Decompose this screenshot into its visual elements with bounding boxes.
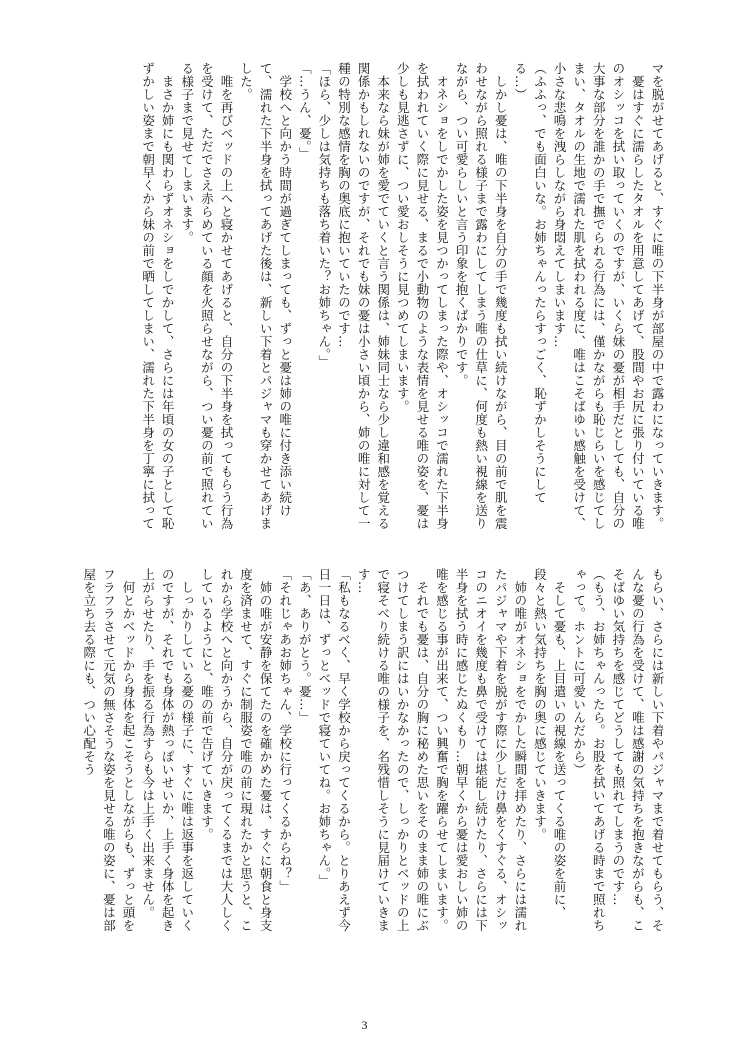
paragraph: そして憂も、上目遣いの視線を送ってくる唯の姿を前に、段々と熱い気持ちを胸の奥に感じていきます。 (532, 568, 568, 919)
paragraph: まさか姉にも関わらずオネショをしでかして、さらには年頃の女の子として恥ずかしい姿まで朝早くから妹の前で晒してしまい、濡れた下半身を丁寧に拭って (140, 62, 176, 530)
paragraph: （もう、お姉ちゃんったら。お股を拭いてあげる時まで照れちゃって。ホントに可愛いんだから） (571, 568, 607, 932)
paragraph: オネショをしでかした姿を見つかってしまった際や、オシッコで濡れた下半身を拭われていく際に見せる、まるで小動物のような表情を見せる唯の姿を、憂は少しも見逃さずに、つい愛おしそうに見つめてしまいます。 (395, 62, 450, 530)
paragraph: それでも憂は、自分の胸に秘めた思いをそのまま姉の唯にぶつけてしまう訳にはいかなかったので、しっかりとベッドの上で寝そべり続ける唯の様子を、名残惜しそうに見届けていきます… (356, 568, 430, 932)
paragraph: 学校へと向かう時間が過ぎてしまっても、ずっと憂は姉の唯に付き添い続けて、濡れた下半身を拭ってあげた後は、新しい下着とパジャマも穿かせてあげました。 (238, 62, 293, 530)
page-number: 3 (361, 1018, 368, 1032)
paragraph: 姉の唯がオネショをでかした瞬間を拝めたり、さらには濡れたパジャマや下着を脱がす際に少しだけ鼻をくすぐる、オシッコのニオイを幾度も鼻で受けては堪能し続けたり、さらには下半身を拭う時に感じたぬくもり…朝早くから憂は愛おしい姉の唯を感じる事が出来て、つい興奮で胸を躍らせてしまいます。 (434, 568, 528, 932)
paragraph: 唯を再びベッドの上へと寝かせてあげると、自分の下半身を拭ってもらう行為を受けて、ただでさえ赤らめている顔を火照らせながら、つい憂の前で照れている様子まで見せてしまいます。 (179, 62, 234, 530)
paragraph: しっかりしている憂の様子に、すぐに唯は返事を返していくのですが、それでも身体が熱っぽいせいか、上手く身体を起き上がらせたり、手を振る行為すらも今は上手く出来ません。 (140, 568, 195, 932)
dialogue-line: 「あ、ありがとう。憂…」 (297, 568, 313, 724)
paragraph: 何とかベッドから身体を起こそうとしながらも、ずっと頭をフラフラさせて元気の無さそうな姿を見せる唯の姿に、憂は部屋を立ち去る際にも、つい心配そう (81, 568, 136, 932)
paragraph: マを脱がせてあげると、すぐに唯の下半身が部屋の中で露わになっていきます。 (650, 62, 665, 530)
upper-text-block (62, 62, 667, 530)
paragraph: 姉の唯が安静を保てたのを確かめた憂は、すぐに朝食と身支度を済ませて、すぐに制服姿で唯の前に現れたかと思うと、これから学校へと向かうから、自分が戻ってくるまでは大人しくしているようにと、唯の前で告げていきます。 (199, 568, 274, 932)
paragraph: もらい、さらには新しい下着やパジャマまで着せてもらう、そんな憂の行為を受けて、唯は感謝の気持ちを抱きながらも、こそばゆい気持ちを感じてどうしても照れてしまうのです… (610, 568, 665, 932)
dialogue-line: 「私もなるべく、早く学校から戻ってくるから。とりあえず今日一日は、ずっとベッドで寝ていてね。お姉ちゃん。」 (316, 568, 352, 932)
dialogue-line: 「…うん、憂。」 (297, 62, 313, 160)
dialogue-line: 「それじゃあお姉ちゃん、学校に行ってくるからね？」 (277, 568, 293, 893)
dialogue-line: 「ほら、少しは気持ちも落ち着いた？お姉ちゃん。」 (316, 62, 332, 368)
lower-text-block (62, 568, 667, 936)
paragraph: しかし憂は、唯の下半身を自分の手で幾度も拭い続けながら、目の前で肌を震わせながら照れる様子まで露わにしてしまう唯の仕草に、何度も熱い視線を送りながら、つい可愛らしいと言う印象を抱くばかりです。 (454, 62, 509, 530)
paragraph: （ふふっ、でも面白いな。お姉ちゃんったらすっごく、恥ずかしそうにしてる…） (512, 62, 548, 504)
paragraph: 本来なら妹が姉を愛でていくと言う関係は、姉妹同士なら少し違和感を覚える関係かもしれないのですが、それでも妹の憂は小さい頃から、姉の唯に対して一種の特別な感情を胸の奥底に抱いていたのです… (336, 62, 391, 530)
paragraph: 憂はすぐに濡らしたタオルを用意してあげて、股間やお尻に張り付いている唯のオシッコを拭い取っていくのですが、いくら妹の憂が相手だとしても、自分の大事な部分を誰かの手で撫でられる行為には、僅かながらも恥じらいを感じてしまい、タオルの生地で濡れた肌を拭われる度に、唯はこそばゆい感触を受けて、小さな悲鳴を洩らしながら身悶えてしまいます… (552, 62, 646, 530)
